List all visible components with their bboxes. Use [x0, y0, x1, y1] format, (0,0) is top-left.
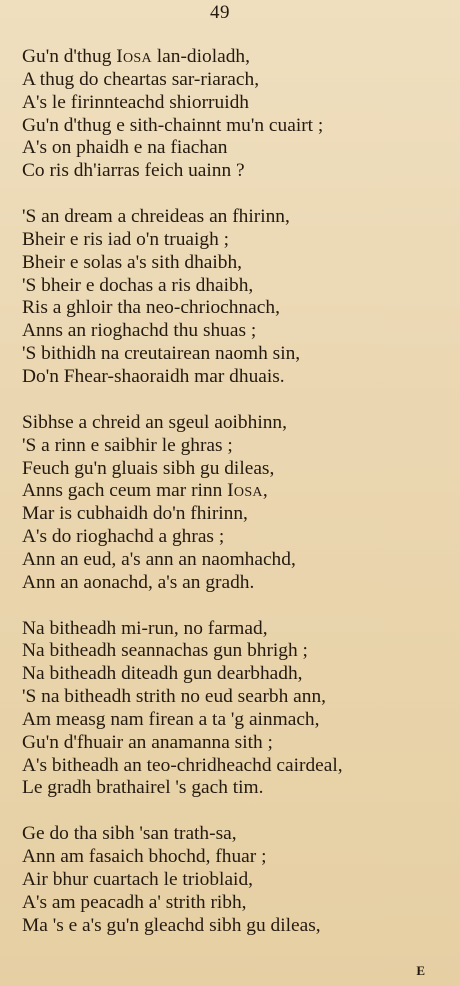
page-number: 49 — [210, 2, 230, 23]
poem-line — [22, 480, 452, 503]
poem-line: Ann an aonachd, a's an gradh. — [22, 571, 255, 593]
poem-line: A's le firinnteachd shiorruidh — [22, 91, 249, 113]
poem-line: Le gradh brathairel 's gach tim. — [22, 777, 264, 799]
poem-line: Bheir e ris iad o'n truaigh ; — [22, 228, 230, 250]
poem-line: Ge do tha sibh 'san trath-sa, — [22, 823, 237, 845]
line-text: lan-dioladh, — [151, 46, 250, 67]
poem-line: Sibhse a chreid an sgeul aoibhinn, — [22, 411, 287, 433]
stanza — [22, 412, 452, 595]
poem-line: 'S bheir e dochas a ris dhaibh, — [22, 274, 254, 296]
poem-line: A's on phaidh e na fiachan — [22, 137, 228, 159]
poem-line: Na bitheadh mi-run, no farmad, — [22, 617, 268, 639]
poem-line: Anns an rioghachd thu shuas ; — [22, 320, 257, 342]
poem-line: Gu'n d'thug e sith-chainnt mu'n cuairt ; — [22, 114, 324, 136]
poem-line: 'S na bitheadh strith no eud searbh ann, — [22, 686, 326, 708]
poem-line: Mar is cubhaidh do'n fhirinn, — [22, 503, 248, 525]
line-text: Anns gach ceum mar rinn — [22, 480, 228, 502]
poem-line: Na bitheadh seannachas gun bhrigh ; — [22, 640, 308, 662]
poem-line: Ann an eud, a's ann an naomhachd, — [22, 548, 296, 570]
signature-mark: E — [416, 963, 425, 978]
poem-line: Ma 's e a's gu'n gleachd sibh gu dileas, — [22, 914, 321, 936]
poem-line: Bheir e solas a's sith dhaibh, — [22, 251, 242, 273]
poem-line: 'S a rinn e saibhir le ghras ; — [22, 434, 233, 456]
poem-line: 'S an dream a chreideas an fhirinn, — [22, 206, 290, 228]
stanza — [22, 618, 452, 801]
poem-line: Am measg nam firean a ta 'g ainmach, — [22, 708, 320, 730]
stanza — [22, 206, 452, 389]
poem-line: A's bitheadh an teo-chridheachd cairdeal, — [22, 754, 343, 776]
poem-line: Gu'n d'fhuair an anamanna sith ; — [22, 731, 273, 753]
small-caps-name: Iosa — [227, 480, 263, 502]
stanza — [22, 46, 452, 183]
poem-line: A's am peacadh a' strith ribh, — [22, 891, 247, 913]
poem-line: Ris a ghloir tha neo-chriochnach, — [22, 297, 280, 319]
poem-line: 'S bithidh na creutairean naomh sin, — [22, 343, 301, 365]
poem-line: A's do rioghachd a ghras ; — [22, 526, 225, 548]
poem-line: Ann am fasaich bhochd, fhuar ; — [22, 846, 267, 868]
poem-line: Na bitheadh diteadh gun dearbhadh, — [22, 663, 303, 685]
poem-line: Air bhur cuartach le trioblaid, — [22, 869, 253, 890]
poem-line: Feuch gu'n gluais sibh gu dileas, — [22, 457, 275, 479]
poem-line: Do'n Fhear-shaoraidh mar dhuais. — [22, 365, 285, 387]
line-text: Gu'n d'thug — [22, 46, 117, 67]
poem-line: Co ris dh'iarras feich uainn ? — [22, 160, 245, 182]
poem-line — [22, 46, 452, 69]
poem-body — [22, 46, 452, 938]
stanza — [22, 823, 452, 937]
line-text: , — [262, 480, 268, 502]
poem-line: A thug do cheartas sar-riarach, — [22, 68, 260, 90]
small-caps-name: Iosa — [116, 46, 152, 67]
